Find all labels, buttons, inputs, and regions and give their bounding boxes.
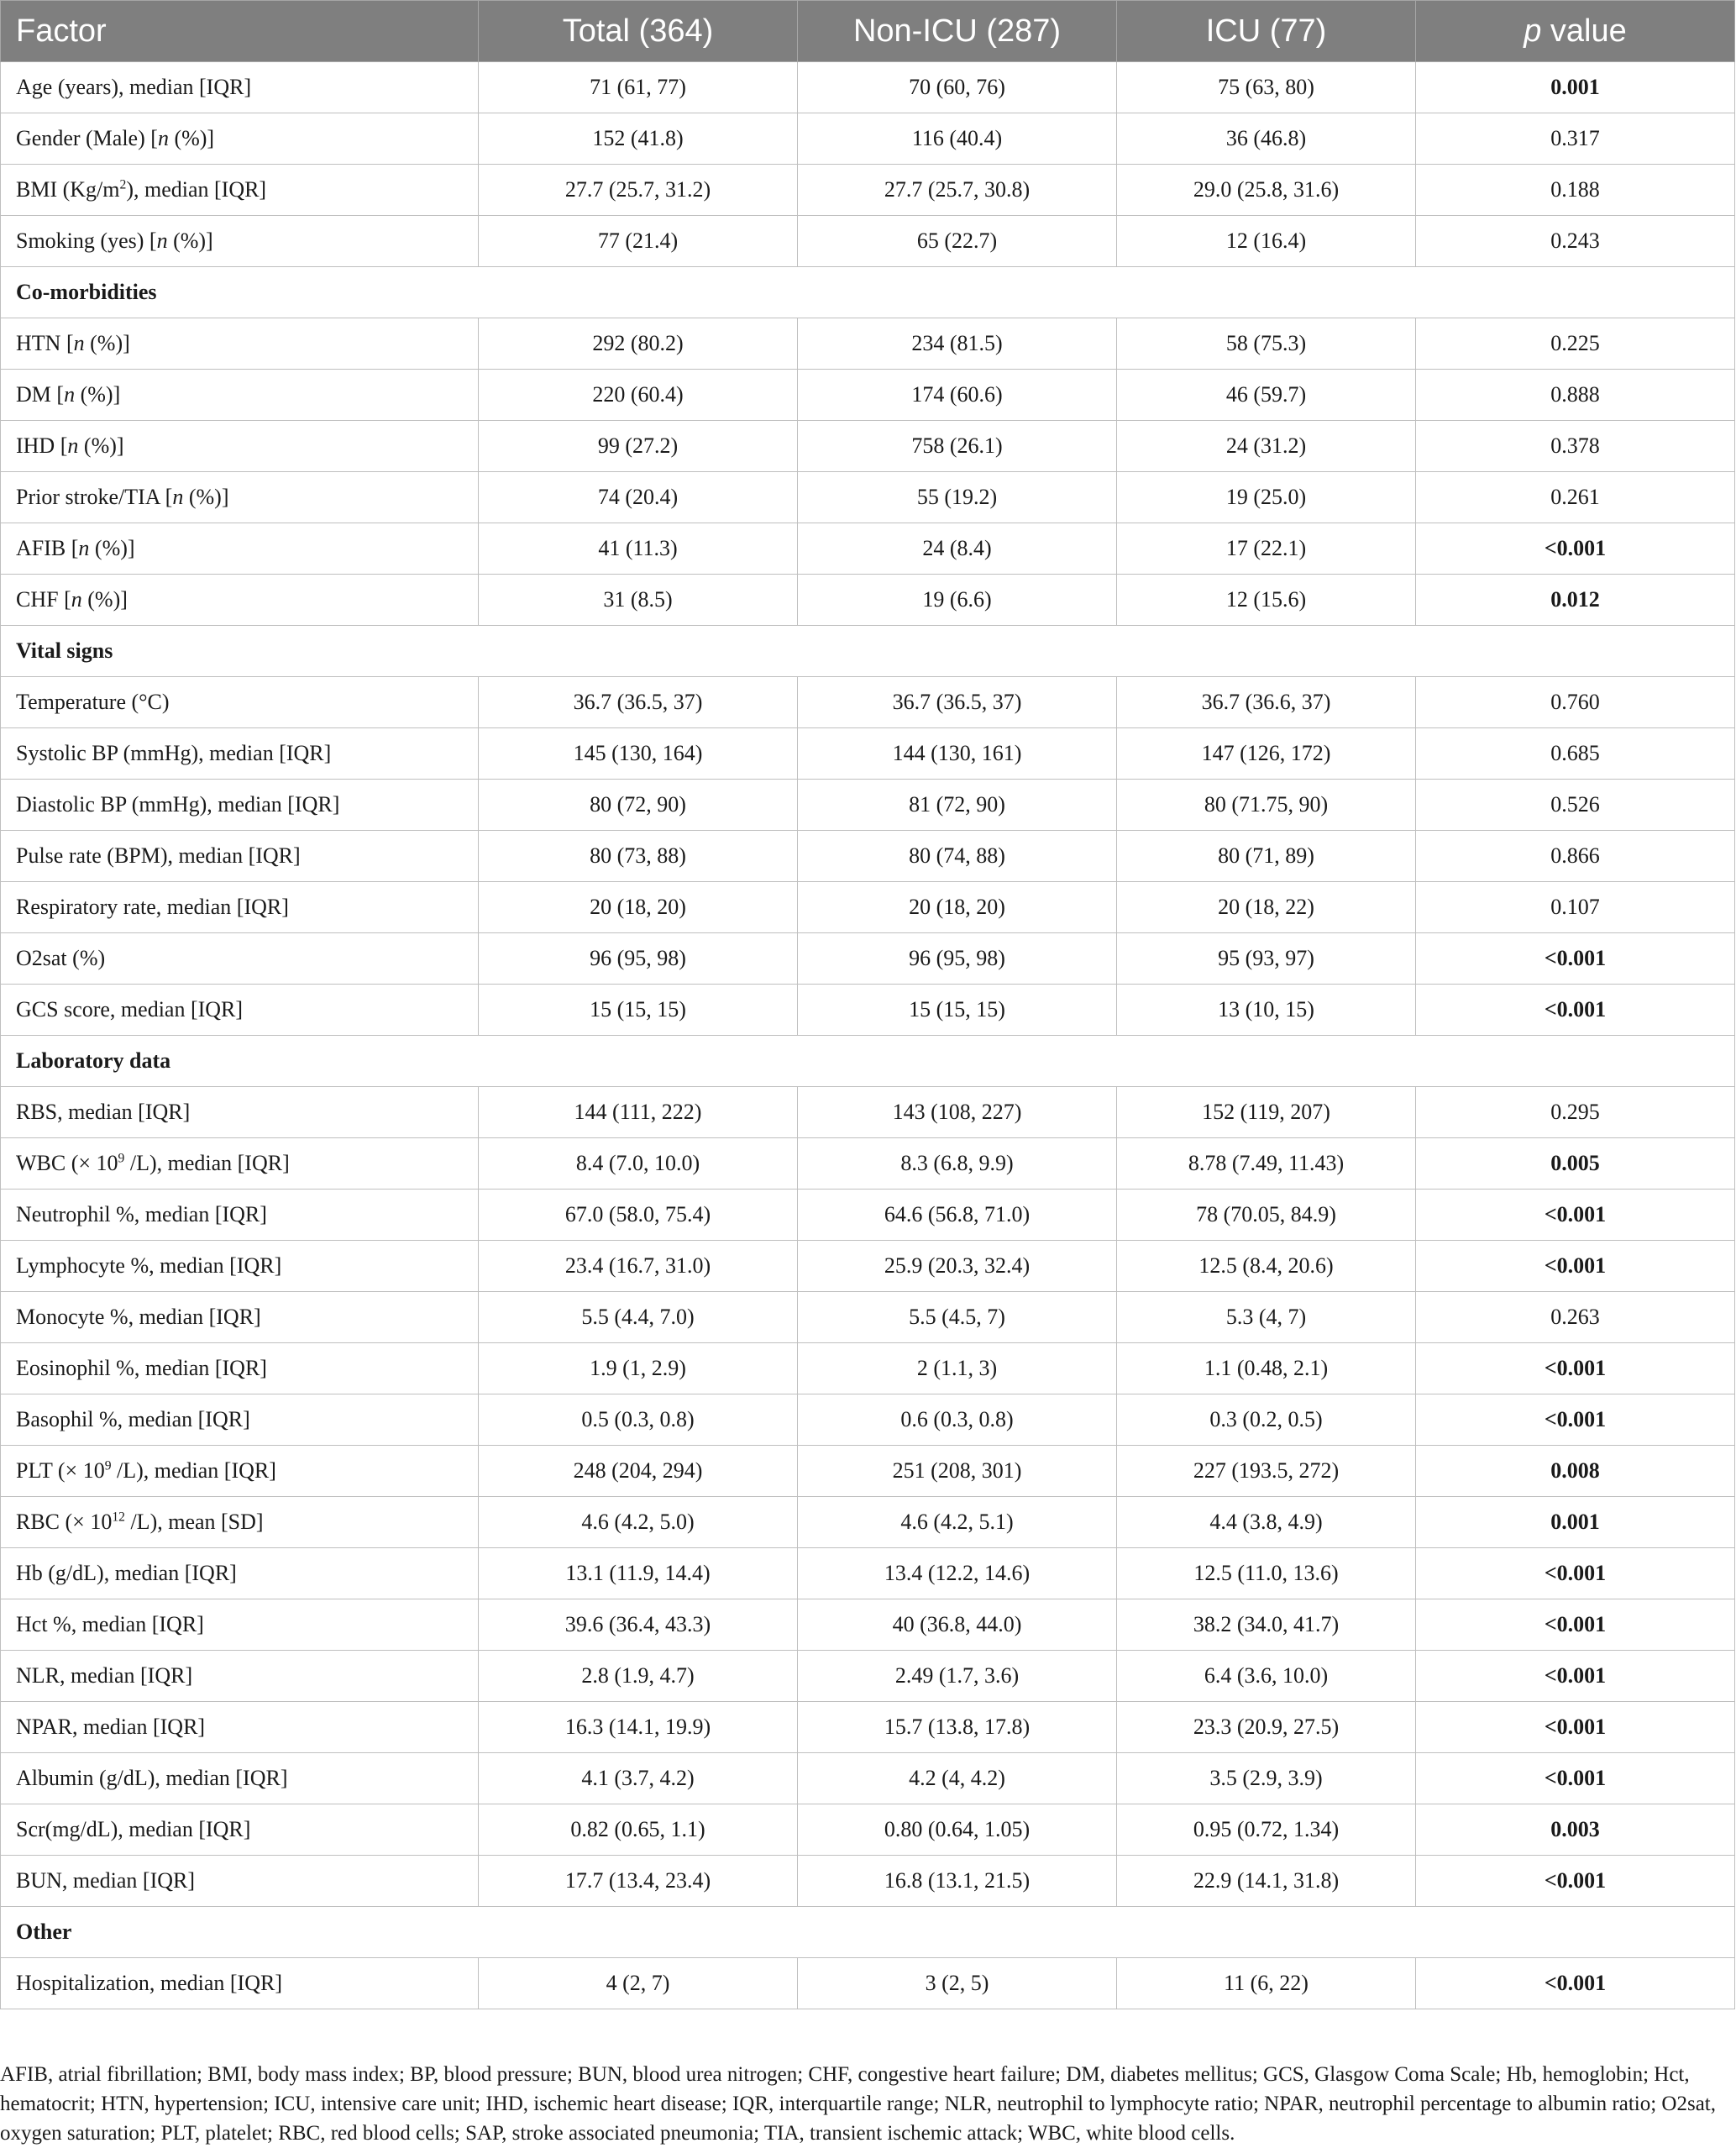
p-value-cell: 0.001 — [1416, 1497, 1735, 1548]
p-value-cell: 0.012 — [1416, 575, 1735, 626]
non-icu-cell: 55 (19.2) — [798, 472, 1117, 523]
icu-cell: 11 (6, 22) — [1117, 1958, 1416, 2009]
total-cell: 292 (80.2) — [479, 318, 798, 370]
factor-cell: Lymphocyte %, median [IQR] — [1, 1241, 479, 1292]
total-cell: 17.7 (13.4, 23.4) — [479, 1856, 798, 1907]
p-value-cell: 0.685 — [1416, 728, 1735, 780]
header-p-value — [1416, 1, 1735, 62]
factor-cell: Respiratory rate, median [IQR] — [1, 882, 479, 933]
non-icu-cell: 15 (15, 15) — [798, 985, 1117, 1036]
table-row — [1, 1138, 1735, 1190]
header-p-letter: p — [1524, 13, 1542, 49]
total-cell: 80 (73, 88) — [479, 831, 798, 882]
table-row — [1, 575, 1735, 626]
p-value-cell: 0.866 — [1416, 831, 1735, 882]
non-icu-cell: 8.3 (6.8, 9.9) — [798, 1138, 1117, 1190]
table-row — [1, 1087, 1735, 1138]
icu-cell: 24 (31.2) — [1117, 421, 1416, 472]
p-value-cell: 0.003 — [1416, 1804, 1735, 1856]
non-icu-cell: 144 (130, 161) — [798, 728, 1117, 780]
factor-cell: DM [n (%)] — [1, 370, 479, 421]
total-cell: 80 (72, 90) — [479, 780, 798, 831]
total-cell: 0.5 (0.3, 0.8) — [479, 1394, 798, 1446]
icu-cell: 36.7 (36.6, 37) — [1117, 677, 1416, 728]
total-cell: 0.82 (0.65, 1.1) — [479, 1804, 798, 1856]
p-value-cell: <0.001 — [1416, 1856, 1735, 1907]
icu-cell: 17 (22.1) — [1117, 523, 1416, 575]
table-row — [1, 113, 1735, 165]
non-icu-cell: 13.4 (12.2, 14.6) — [798, 1548, 1117, 1599]
factor-cell: BUN, median [IQR] — [1, 1856, 479, 1907]
total-cell: 2.8 (1.9, 4.7) — [479, 1651, 798, 1702]
icu-cell: 12 (16.4) — [1117, 216, 1416, 267]
icu-cell: 5.3 (4, 7) — [1117, 1292, 1416, 1343]
p-value-cell: 0.888 — [1416, 370, 1735, 421]
table-body — [1, 62, 1735, 2009]
factor-cell: Albumin (g/dL), median [IQR] — [1, 1753, 479, 1804]
total-cell: 23.4 (16.7, 31.0) — [479, 1241, 798, 1292]
factor-cell: RBC (× $10^{12}$ /L), mean [SD] — [1, 1497, 479, 1548]
p-value-cell: 0.225 — [1416, 318, 1735, 370]
table-row — [1, 1702, 1735, 1753]
section-row — [1, 626, 1735, 677]
p-value-cell: 0.243 — [1416, 216, 1735, 267]
non-icu-cell: 0.6 (0.3, 0.8) — [798, 1394, 1117, 1446]
factor-cell: BMI $(Kg/m^2)$, median [IQR] — [1, 165, 479, 216]
non-icu-cell: 2.49 (1.7, 3.6) — [798, 1651, 1117, 1702]
non-icu-cell: 251 (208, 301) — [798, 1446, 1117, 1497]
table-row — [1, 985, 1735, 1036]
icu-cell: 22.9 (14.1, 31.8) — [1117, 1856, 1416, 1907]
icu-cell: 80 (71, 89) — [1117, 831, 1416, 882]
icu-cell: 95 (93, 97) — [1117, 933, 1416, 985]
table-row — [1, 1446, 1735, 1497]
non-icu-cell: 234 (81.5) — [798, 318, 1117, 370]
icu-cell: 29.0 (25.8, 31.6) — [1117, 165, 1416, 216]
total-cell: 4.6 (4.2, 5.0) — [479, 1497, 798, 1548]
section-row — [1, 267, 1735, 318]
icu-cell: 80 (71.75, 90) — [1117, 780, 1416, 831]
table-row — [1, 1241, 1735, 1292]
table-row — [1, 1343, 1735, 1394]
table-row — [1, 318, 1735, 370]
factor-cell: RBS, median [IQR] — [1, 1087, 479, 1138]
total-cell: 71 (61, 77) — [479, 62, 798, 113]
table-row — [1, 1599, 1735, 1651]
p-value-cell: <0.001 — [1416, 933, 1735, 985]
p-value-cell: 0.317 — [1416, 113, 1735, 165]
factor-cell: Eosinophil %, median [IQR] — [1, 1343, 479, 1394]
total-cell: 145 (130, 164) — [479, 728, 798, 780]
non-icu-cell: 64.6 (56.8, 71.0) — [798, 1190, 1117, 1241]
factor-cell: Smoking (yes) [n (%)] — [1, 216, 479, 267]
factor-cell: NLR, median [IQR] — [1, 1651, 479, 1702]
factor-cell: Diastolic BP (mmHg), median [IQR] — [1, 780, 479, 831]
header-p-suffix: value — [1541, 13, 1627, 49]
icu-cell: 8.78 (7.49, 11.43) — [1117, 1138, 1416, 1190]
table-row — [1, 1548, 1735, 1599]
p-value-cell: 0.008 — [1416, 1446, 1735, 1497]
table-row — [1, 1497, 1735, 1548]
non-icu-cell: 15.7 (13.8, 17.8) — [798, 1702, 1117, 1753]
icu-cell: 12 (15.6) — [1117, 575, 1416, 626]
p-value-cell: 0.760 — [1416, 677, 1735, 728]
icu-cell: 46 (59.7) — [1117, 370, 1416, 421]
total-cell: 96 (95, 98) — [479, 933, 798, 985]
non-icu-cell: 25.9 (20.3, 32.4) — [798, 1241, 1117, 1292]
total-cell: 99 (27.2) — [479, 421, 798, 472]
total-cell: 77 (21.4) — [479, 216, 798, 267]
factor-cell: Temperature (°C) — [1, 677, 479, 728]
total-cell: 41 (11.3) — [479, 523, 798, 575]
table-row — [1, 1292, 1735, 1343]
total-cell: 36.7 (36.5, 37) — [479, 677, 798, 728]
factor-cell: Monocyte %, median [IQR] — [1, 1292, 479, 1343]
total-cell: 16.3 (14.1, 19.9) — [479, 1702, 798, 1753]
p-value-cell: 0.263 — [1416, 1292, 1735, 1343]
factor-cell: Age (years), median [IQR] — [1, 62, 479, 113]
total-cell: 31 (8.5) — [479, 575, 798, 626]
total-cell: 39.6 (36.4, 43.3) — [479, 1599, 798, 1651]
non-icu-cell: 4.2 (4, 4.2) — [798, 1753, 1117, 1804]
total-cell: 4 (2, 7) — [479, 1958, 798, 2009]
table-row — [1, 1856, 1735, 1907]
factor-cell: HTN [n (%)] — [1, 318, 479, 370]
section-heading: Laboratory data — [1, 1036, 1735, 1087]
icu-cell: 13 (10, 15) — [1117, 985, 1416, 1036]
table-row — [1, 1958, 1735, 2009]
table-row — [1, 1394, 1735, 1446]
p-value-cell: <0.001 — [1416, 1190, 1735, 1241]
p-value-cell: 0.001 — [1416, 62, 1735, 113]
total-cell: 248 (204, 294) — [479, 1446, 798, 1497]
p-value-cell: <0.001 — [1416, 1241, 1735, 1292]
icu-cell: 58 (75.3) — [1117, 318, 1416, 370]
non-icu-cell: 70 (60, 76) — [798, 62, 1117, 113]
p-value-cell: <0.001 — [1416, 1958, 1735, 2009]
non-icu-cell: 4.6 (4.2, 5.1) — [798, 1497, 1117, 1548]
icu-cell: 78 (70.05, 84.9) — [1117, 1190, 1416, 1241]
header-non-icu: Non-ICU (287) — [798, 1, 1117, 62]
total-cell: 144 (111, 222) — [479, 1087, 798, 1138]
factor-cell: PLT (× $10^9$ /L), median [IQR] — [1, 1446, 479, 1497]
non-icu-cell: 3 (2, 5) — [798, 1958, 1117, 2009]
non-icu-cell: 0.80 (0.64, 1.05) — [798, 1804, 1117, 1856]
icu-cell: 3.5 (2.9, 3.9) — [1117, 1753, 1416, 1804]
table-row — [1, 472, 1735, 523]
total-cell: 1.9 (1, 2.9) — [479, 1343, 798, 1394]
total-cell: 15 (15, 15) — [479, 985, 798, 1036]
icu-cell: 152 (119, 207) — [1117, 1087, 1416, 1138]
total-cell: 5.5 (4.4, 7.0) — [479, 1292, 798, 1343]
p-value-cell: <0.001 — [1416, 1599, 1735, 1651]
factor-cell: O2sat (%) — [1, 933, 479, 985]
factor-cell: Hct %, median [IQR] — [1, 1599, 479, 1651]
header-total: Total (364) — [479, 1, 798, 62]
section-row — [1, 1907, 1735, 1958]
non-icu-cell: 19 (6.6) — [798, 575, 1117, 626]
table-row — [1, 62, 1735, 113]
non-icu-cell: 24 (8.4) — [798, 523, 1117, 575]
factor-cell: GCS score, median [IQR] — [1, 985, 479, 1036]
non-icu-cell: 116 (40.4) — [798, 113, 1117, 165]
factor-cell: Gender (Male) [n (%)] — [1, 113, 479, 165]
table-row — [1, 933, 1735, 985]
total-cell: 67.0 (58.0, 75.4) — [479, 1190, 798, 1241]
icu-cell: 12.5 (8.4, 20.6) — [1117, 1241, 1416, 1292]
non-icu-cell: 174 (60.6) — [798, 370, 1117, 421]
table-row — [1, 831, 1735, 882]
total-cell: 4.1 (3.7, 4.2) — [479, 1753, 798, 1804]
table-row — [1, 780, 1735, 831]
total-cell: 220 (60.4) — [479, 370, 798, 421]
non-icu-cell: 20 (18, 20) — [798, 882, 1117, 933]
total-cell: 13.1 (11.9, 14.4) — [479, 1548, 798, 1599]
p-value-cell: 0.295 — [1416, 1087, 1735, 1138]
non-icu-cell: 16.8 (13.1, 21.5) — [798, 1856, 1117, 1907]
p-value-cell: 0.107 — [1416, 882, 1735, 933]
table-row — [1, 165, 1735, 216]
icu-cell: 227 (193.5, 272) — [1117, 1446, 1416, 1497]
table-row — [1, 1190, 1735, 1241]
total-cell: 27.7 (25.7, 31.2) — [479, 165, 798, 216]
table-row — [1, 882, 1735, 933]
factor-cell: Hospitalization, median [IQR] — [1, 1958, 479, 2009]
non-icu-cell: 81 (72, 90) — [798, 780, 1117, 831]
factor-cell: Neutrophil %, median [IQR] — [1, 1190, 479, 1241]
non-icu-cell: 143 (108, 227) — [798, 1087, 1117, 1138]
p-value-cell: 0.378 — [1416, 421, 1735, 472]
icu-cell: 23.3 (20.9, 27.5) — [1117, 1702, 1416, 1753]
table-row — [1, 421, 1735, 472]
factor-cell: Systolic BP (mmHg), median [IQR] — [1, 728, 479, 780]
factor-cell: NPAR, median [IQR] — [1, 1702, 479, 1753]
factor-cell: Pulse rate (BPM), median [IQR] — [1, 831, 479, 882]
table-row — [1, 523, 1735, 575]
p-value-cell: 0.188 — [1416, 165, 1735, 216]
section-heading: Co-morbidities — [1, 267, 1735, 318]
icu-cell: 19 (25.0) — [1117, 472, 1416, 523]
header-factor: Factor — [1, 1, 479, 62]
factor-cell: Basophil %, median [IQR] — [1, 1394, 479, 1446]
non-icu-cell: 65 (22.7) — [798, 216, 1117, 267]
header-icu: ICU (77) — [1117, 1, 1416, 62]
p-value-cell: 0.261 — [1416, 472, 1735, 523]
non-icu-cell: 2 (1.1, 3) — [798, 1343, 1117, 1394]
icu-cell: 38.2 (34.0, 41.7) — [1117, 1599, 1416, 1651]
total-cell: 8.4 (7.0, 10.0) — [479, 1138, 798, 1190]
table-row — [1, 216, 1735, 267]
factor-cell: AFIB [n (%)] — [1, 523, 479, 575]
factor-cell: Scr(mg/dL), median [IQR] — [1, 1804, 479, 1856]
icu-cell: 0.3 (0.2, 0.5) — [1117, 1394, 1416, 1446]
table-row — [1, 370, 1735, 421]
factor-cell: Hb (g/dL), median [IQR] — [1, 1548, 479, 1599]
p-value-cell: <0.001 — [1416, 523, 1735, 575]
factor-cell: WBC (× $10^9$ /L), median [IQR] — [1, 1138, 479, 1190]
p-value-cell: <0.001 — [1416, 1753, 1735, 1804]
non-icu-cell: 80 (74, 88) — [798, 831, 1117, 882]
factor-cell: IHD [n (%)] — [1, 421, 479, 472]
factor-cell: Prior stroke/TIA [n (%)] — [1, 472, 479, 523]
non-icu-cell: 5.5 (4.5, 7) — [798, 1292, 1117, 1343]
total-cell: 152 (41.8) — [479, 113, 798, 165]
icu-cell: 1.1 (0.48, 2.1) — [1117, 1343, 1416, 1394]
icu-cell: 36 (46.8) — [1117, 113, 1416, 165]
non-icu-cell: 758 (26.1) — [798, 421, 1117, 472]
non-icu-cell: 27.7 (25.7, 30.8) — [798, 165, 1117, 216]
table-row — [1, 1804, 1735, 1856]
p-value-cell: 0.005 — [1416, 1138, 1735, 1190]
p-value-cell: <0.001 — [1416, 1702, 1735, 1753]
p-value-cell: 0.526 — [1416, 780, 1735, 831]
total-cell: 74 (20.4) — [479, 472, 798, 523]
table-row — [1, 728, 1735, 780]
section-row — [1, 1036, 1735, 1087]
non-icu-cell: 40 (36.8, 44.0) — [798, 1599, 1117, 1651]
section-heading: Vital signs — [1, 626, 1735, 677]
icu-cell: 75 (63, 80) — [1117, 62, 1416, 113]
table-row — [1, 1651, 1735, 1702]
non-icu-cell: 96 (95, 98) — [798, 933, 1117, 985]
p-value-cell: <0.001 — [1416, 1651, 1735, 1702]
table-header-row — [1, 1, 1735, 62]
icu-cell: 12.5 (11.0, 13.6) — [1117, 1548, 1416, 1599]
icu-cell: 20 (18, 22) — [1117, 882, 1416, 933]
section-heading: Other — [1, 1907, 1735, 1958]
table-row — [1, 677, 1735, 728]
icu-cell: 0.95 (0.72, 1.34) — [1117, 1804, 1416, 1856]
total-cell: 20 (18, 20) — [479, 882, 798, 933]
table-footnote: AFIB, atrial fibrillation; BMI, body mass index; BP, blood pressure; BUN, blood urea nitrogen; CHF, congestive heart failure; DM, diabetes mellitus; GCS, Glasgow Coma Scale; Hb, hemoglobin; Hct, hematocrit; HTN, hypertension; ICU, intensive care unit; IHD, ischemic heart disease; IQR, interquartile range; NLR, neutrophil to lymphocyte ratio; NPAR, neutrophil percentage to albumin ratio; O2sat, oxygen saturation; PLT, platelet; RBC, red blood cells; SAP, stroke associated pneumonia; TIA, transient ischemic attack; WBC, white blood cells. — [0, 2063, 1717, 2145]
table-row — [1, 1753, 1735, 1804]
factor-cell: CHF [n (%)] — [1, 575, 479, 626]
p-value-cell: <0.001 — [1416, 985, 1735, 1036]
p-value-cell: <0.001 — [1416, 1343, 1735, 1394]
icu-cell: 4.4 (3.8, 4.9) — [1117, 1497, 1416, 1548]
icu-cell: 6.4 (3.6, 10.0) — [1117, 1651, 1416, 1702]
icu-cell: 147 (126, 172) — [1117, 728, 1416, 780]
p-value-cell: <0.001 — [1416, 1394, 1735, 1446]
p-value-cell: <0.001 — [1416, 1548, 1735, 1599]
non-icu-cell: 36.7 (36.5, 37) — [798, 677, 1117, 728]
